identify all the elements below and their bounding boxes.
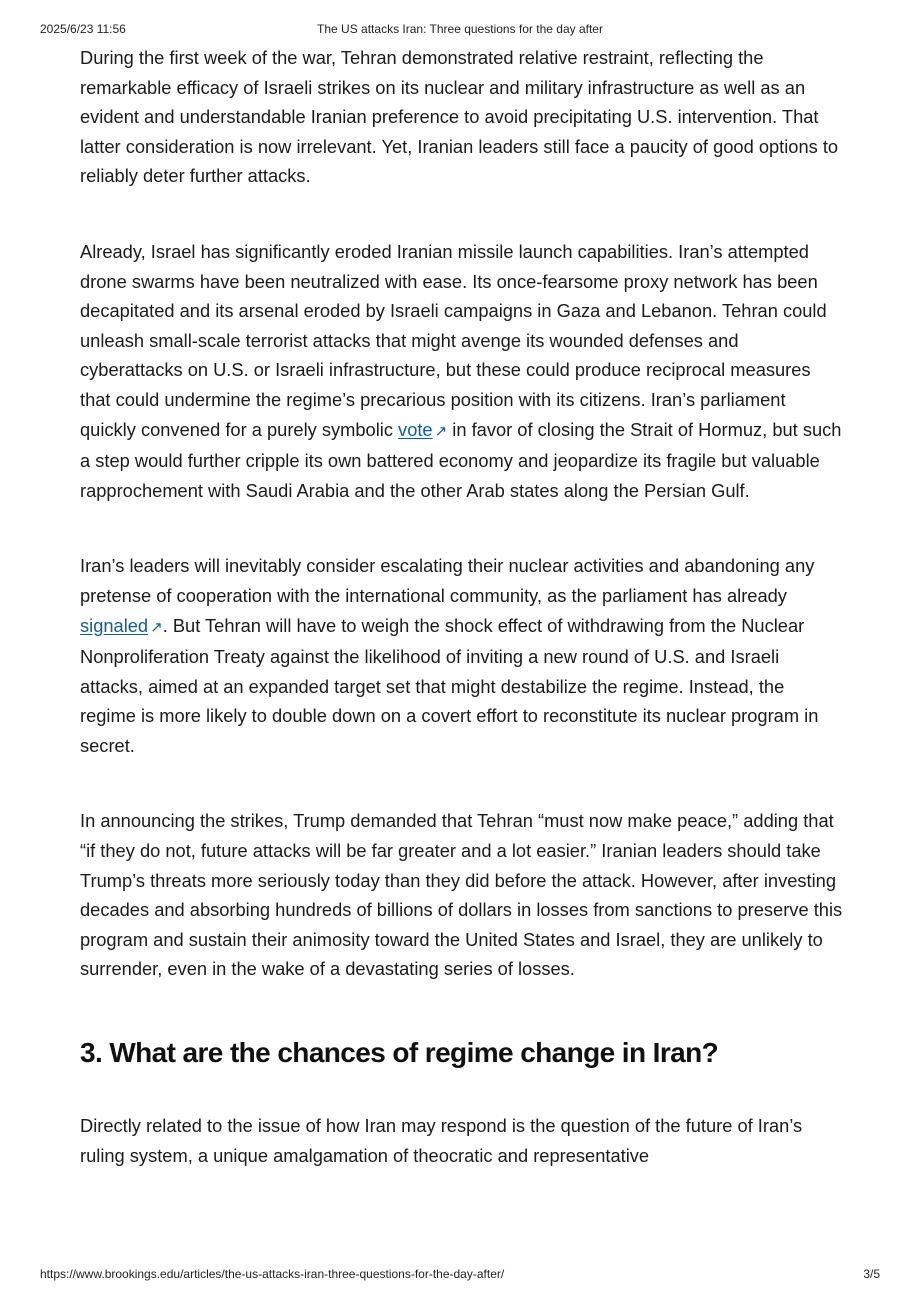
paragraph-text: Iran’s leaders will inevitably consider escalating their nuclear activities and abandoning any pretense of cooperation with the international community, as the parliament has already [80,555,815,606]
page-number: 3/5 [863,1267,880,1281]
paragraph-iran-options [80,237,844,505]
paragraph-nuclear-escalation [80,551,844,760]
paragraph-text: in favor of closing the Strait of Hormuz, but such a step would further cripple its own battered economy and jeopardize its fragile but valuable rapprochement with Saudi Arabia and the other Arab states along the Persian Gulf. [80,418,842,501]
external-link-icon: ↗ [434,422,448,440]
print-header [40,22,880,38]
print-footer [40,1267,880,1283]
article-body [80,43,844,1170]
signaled-link[interactable] [80,615,163,636]
section-heading-regime-change: 3. What are the chances of regime change in Iran? [80,1037,719,1069]
print-date: 2025/6/23 11:56 [40,22,126,36]
paragraph-text: Already, Israel has significantly eroded Iranian missile launch capabilities. Iran’s attempted drone swarms have been neutralized with ease. Its once-fearsome proxy network has been decapitated and its arsenal eroded by Israeli campaigns in Gaza and Lebanon. Tehran could unleash small-scale terrorist attacks that might avenge its wounded defenses and cyberattacks on U.S. or Israeli infrastructure, but these could produce reciprocal measures that could undermine the regime’s precarious position with its citizens. Iran’s parliament quickly convened for a purely symbolic [80,240,827,440]
signaled-link-label: signaled [80,614,149,636]
external-link-icon: ↗ [150,618,163,636]
print-url: https://www.brookings.edu/articles/the-us-attacks-iran-three-questions-for-the-day-after/ [40,1267,505,1281]
paragraph-ruling-system: Directly related to the issue of how Iran may respond is the question of the future of Iran’s ruling system, a unique amalgamation of theocratic and representative [80,1115,803,1166]
paragraph-trump-demands: In announcing the strikes, Trump demanded that Tehran “must now make peace,” adding that “if they do not, future attacks will be far greater and a lot easier.” Iranian leaders should take Trump’s threats more seriously today than they did before the attack. However, after investing decades and absorbing hundreds of billions of dollars in losses from sanctions to preserve this program and sustain their animosity toward the United States and Israel, they are unlikely to surrender, even in the wake of a devastating series of losses. [80,810,843,980]
vote-link[interactable] [398,419,447,440]
print-page-title: The US attacks Iran: Three questions for the day after [317,22,603,36]
vote-link-label: vote [398,418,433,440]
paragraph-text: . But Tehran will have to weigh the shock effect of withdrawing from the Nuclear Nonproliferation Treaty against the likelihood of inviting a new round of U.S. and Israeli attacks, aimed at an expanded target set that might destabilize the regime. Instead, the regime is more likely to double down on a covert effort to reconstitute its nuclear program in secret. [80,614,819,756]
paragraph-iran-restraint: During the first week of the war, Tehran demonstrated relative restraint, reflecting the remarkable efficacy of Israeli strikes on its nuclear and military infrastructure as well as an evident and understandable Iranian preference to avoid precipitating U.S. intervention. That latter consideration is now irrelevant. Yet, Iranian leaders still face a paucity of good options to reliably deter further attacks. [80,47,839,187]
